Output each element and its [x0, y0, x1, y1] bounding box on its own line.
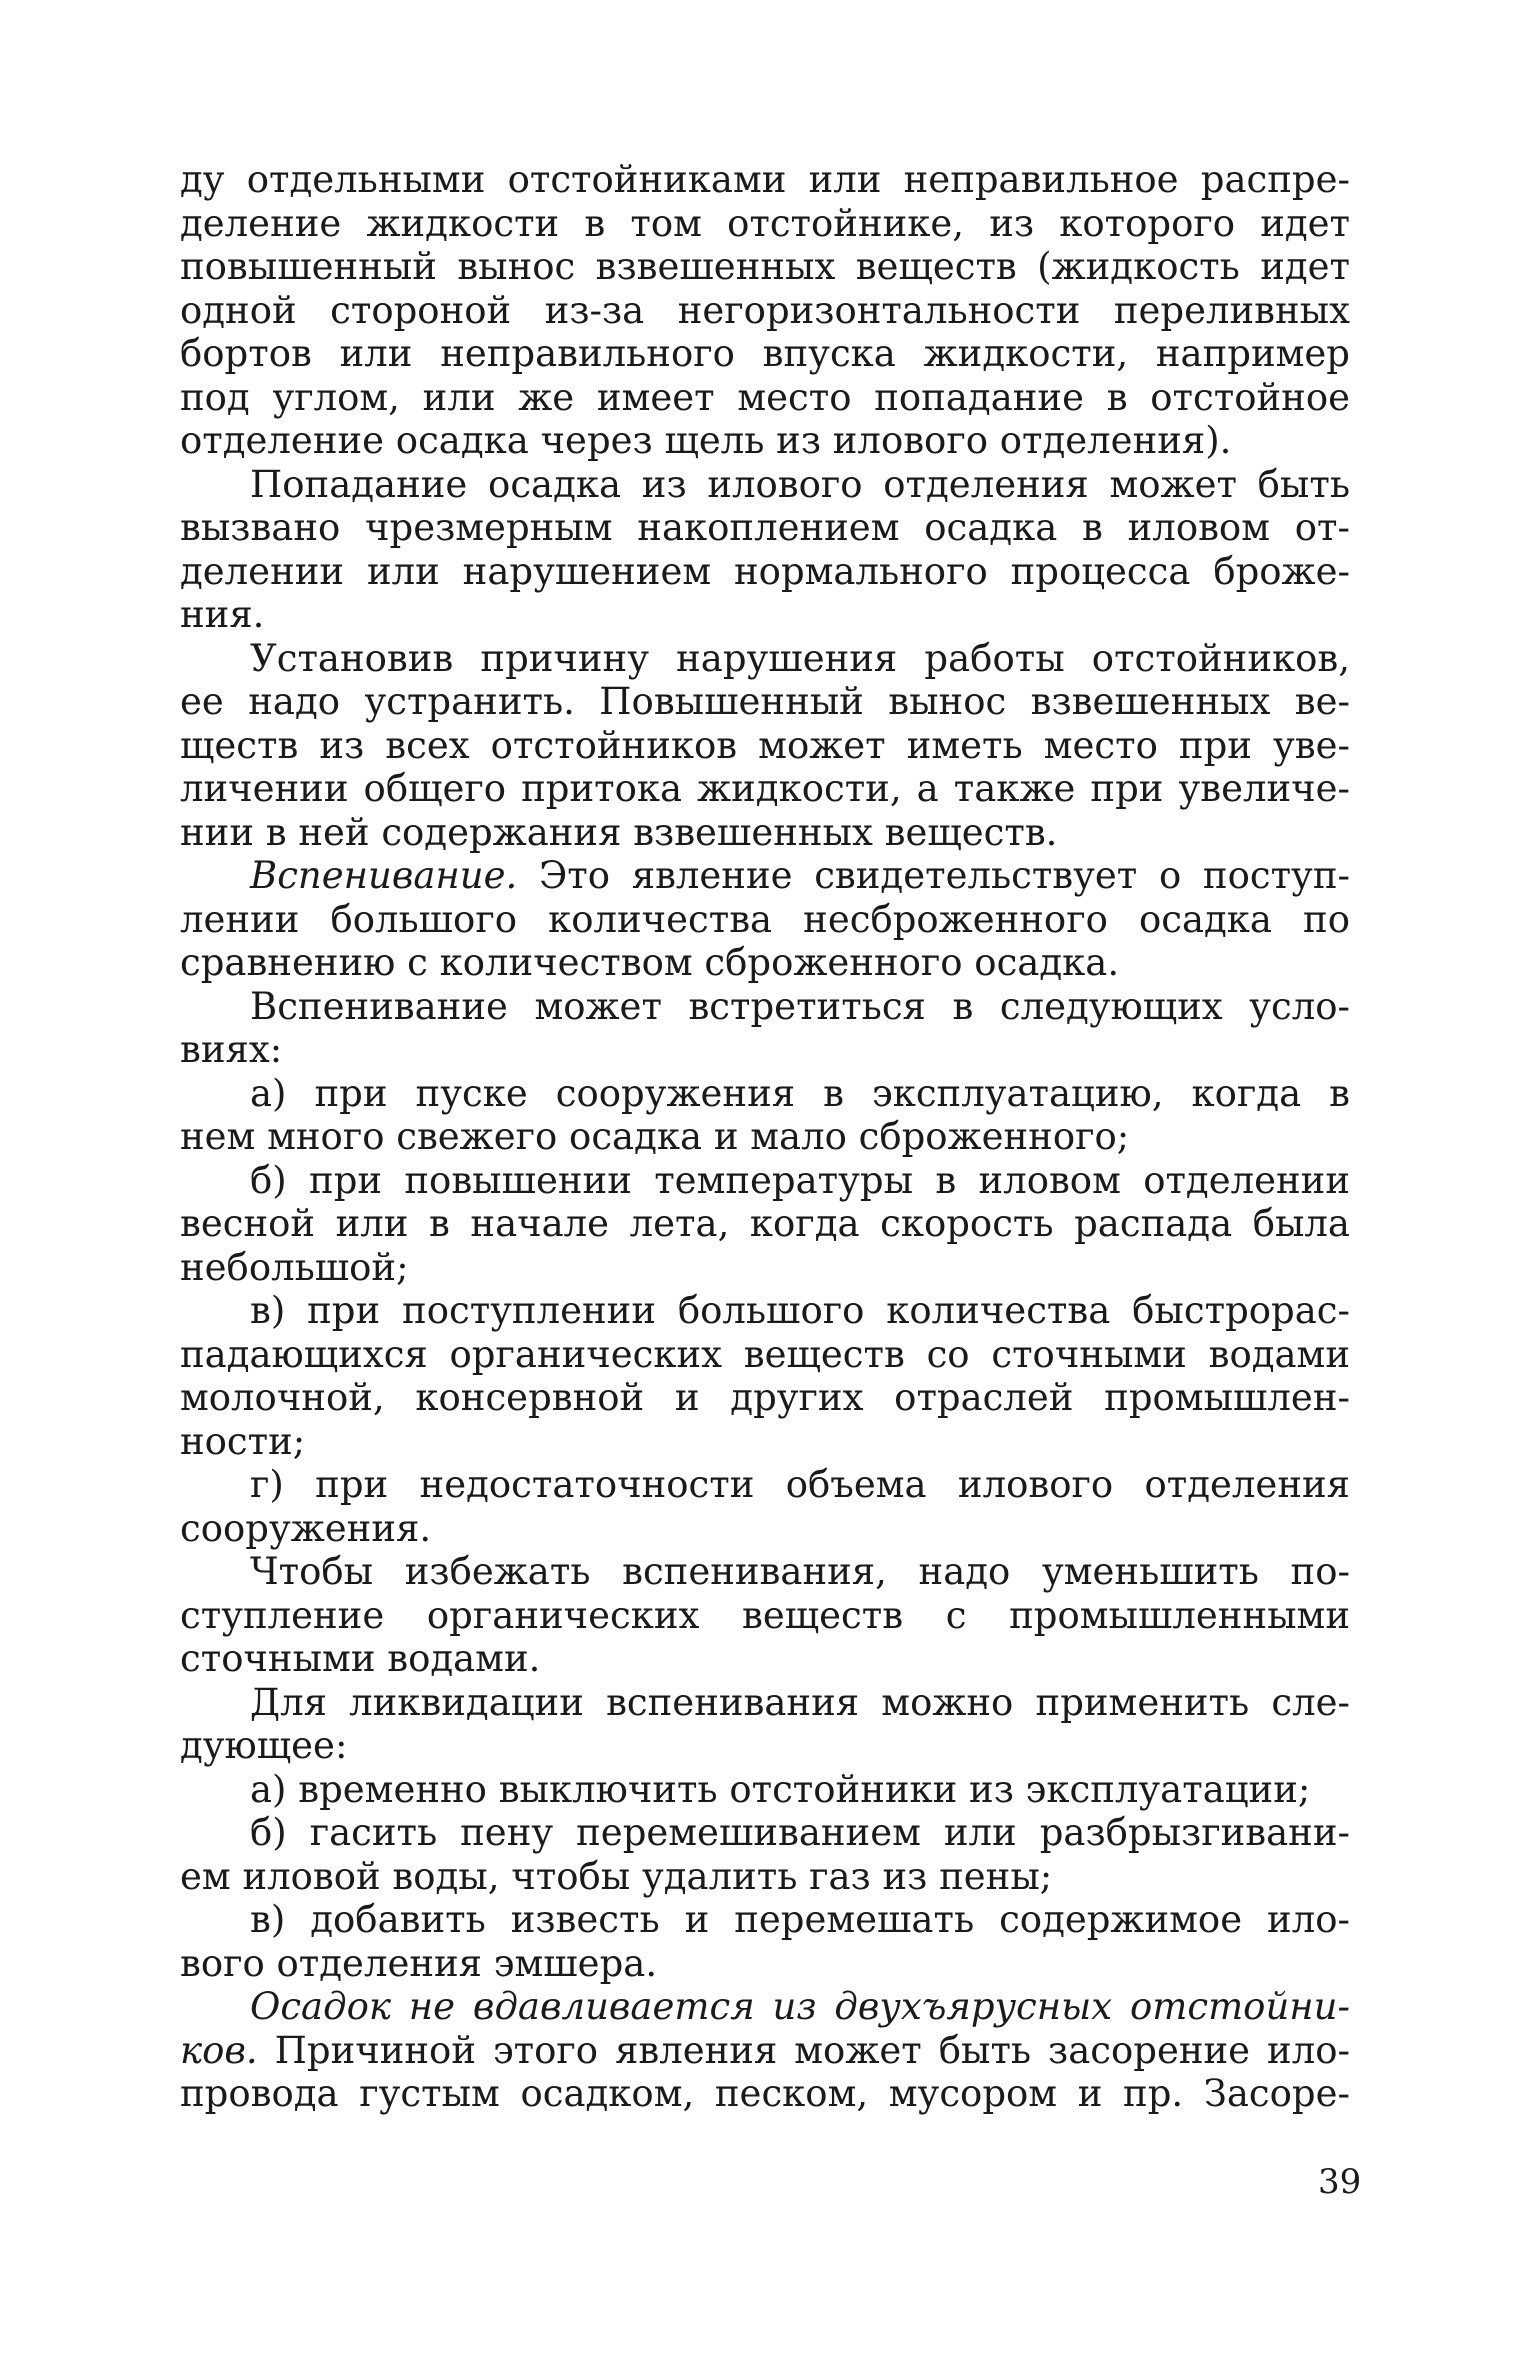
line-text: виях: [180, 1028, 283, 1071]
text-line [180, 376, 1350, 420]
text-line [180, 1637, 1350, 1681]
text-line [180, 941, 1350, 985]
line-text: б) при повышении температуры в иловом отделении [250, 1158, 1350, 1202]
line-text: Причиной этого явления может быть засорение ило- [257, 2028, 1350, 2072]
text-line [180, 550, 1350, 594]
line-text: вызвано чрезмерным накоплением осадка в иловом от- [180, 506, 1350, 549]
line-text: нем много свежего осадка и мало сброженного; [180, 1115, 1130, 1158]
line-text: ду отдельными отстойниками или неправильное распре- [180, 158, 1350, 201]
line-text: ности; [180, 1419, 306, 1463]
text-line [180, 1811, 1350, 1855]
line-text: деление жидкости в том отстойнике, из которого идет [180, 201, 1350, 245]
text-line [180, 1463, 1350, 1507]
text-line [180, 1507, 1350, 1551]
text-line [180, 202, 1350, 246]
text-line [180, 1072, 1350, 1116]
text-line [180, 724, 1350, 768]
line-text: небольшой; [180, 1245, 409, 1289]
line-text: провода густым осадком, песком, мусором и пр. Засоре- [180, 2072, 1350, 2115]
text-line [180, 593, 1350, 637]
line-text: б) гасить пену перемешиванием или разбрызгивани- [250, 1811, 1350, 1854]
line-text: ния. [180, 593, 265, 636]
line-text: лении большого количества несброженного осадка по [180, 897, 1350, 941]
line-text: личении общего притока жидкости, а также при увеличе- [180, 767, 1350, 810]
line-text: сточными водами. [180, 1637, 541, 1680]
text-line [180, 1202, 1350, 1246]
text-line [180, 1855, 1350, 1899]
text-line [180, 680, 1350, 724]
line-text: сравнению с количеством сброженного осадка. [180, 941, 1120, 984]
line-text: Установив причину нарушения работы отстойников, [250, 636, 1350, 680]
line-text: а) временно выключить отстойники из эксплуатации; [250, 1767, 1311, 1811]
line-text: Вспенивание может встретиться в следующих усло- [250, 984, 1350, 1028]
text-line [180, 1768, 1350, 1812]
text-line [180, 332, 1350, 376]
line-text: ем иловой воды, чтобы удалить газ из пены; [180, 1854, 1053, 1898]
text-line [180, 1115, 1350, 1159]
text-line [180, 1246, 1350, 1290]
text-line [180, 2072, 1350, 2116]
line-text: повышенный вынос взвешенных веществ (жидкость идет [180, 245, 1350, 288]
line-text: ее надо устранить. Повышенный вынос взвешенных ве- [180, 680, 1350, 723]
text-line [180, 1550, 1350, 1594]
text-line [180, 463, 1350, 507]
line-text: Для ликвидации вспенивания можно применить сле- [250, 1680, 1350, 1724]
text-line [180, 419, 1350, 463]
line-text: бортов или неправильного впуска жидкости, например [180, 332, 1350, 375]
line-text: отделение осадка через щель из илового отделения). [180, 419, 1232, 462]
italic-heading: Осадок не вдавливается из двухъярусных отстойни- [250, 1985, 1350, 2028]
text-line [180, 1724, 1350, 1768]
text-line [180, 767, 1350, 811]
line-text: весной или в начале лета, когда скорость распада была [180, 1202, 1350, 1245]
text-line [180, 637, 1350, 681]
text-line [180, 854, 1350, 898]
line-text: падающихся органических веществ со сточными водами [180, 1332, 1350, 1376]
text-line [180, 1376, 1350, 1420]
text-line [180, 811, 1350, 855]
line-text: г) при недостаточности объема илового отделения [250, 1463, 1350, 1506]
text-line [180, 1028, 1350, 1072]
page-body [180, 158, 1350, 2116]
line-text: ществ из всех отстойников может иметь место при уве- [180, 723, 1350, 767]
text-line [180, 1985, 1350, 2029]
text-line [180, 898, 1350, 942]
text-line [180, 1289, 1350, 1333]
line-text: а) при пуске сооружения в эксплуатацию, когда в [250, 1071, 1350, 1115]
line-text: молочной, консервной и других отраслей промышлен- [180, 1376, 1350, 1419]
text-line [180, 985, 1350, 1029]
line-text: одной стороной из-за негоризонтальности переливных [180, 288, 1350, 332]
line-text: ступление органических веществ с промышленными [180, 1593, 1350, 1637]
line-text: в) при поступлении большого количества быстрорас- [250, 1289, 1350, 1332]
text-line [180, 506, 1350, 550]
italic-heading: Вспенивание. [250, 854, 518, 897]
line-text: Чтобы избежать вспенивания, надо уменьшить по- [250, 1550, 1350, 1593]
text-line [180, 289, 1350, 333]
line-text: делении или нарушением нормального процесса броже- [180, 549, 1350, 593]
line-text: сооружения. [180, 1506, 432, 1550]
text-line [180, 1594, 1350, 1638]
line-text: Попадание осадка из илового отделения может быть [250, 462, 1350, 506]
line-text: нии в ней содержания взвешенных веществ. [180, 810, 1058, 854]
italic-heading: ков. [180, 2028, 258, 2072]
text-line [180, 1942, 1350, 1986]
text-line [180, 1159, 1350, 1203]
line-text: под углом, или же имеет место попадание в отстойное [180, 375, 1350, 419]
text-line [180, 1420, 1350, 1464]
line-text: в) добавить известь и перемешать содержимое ило- [250, 1898, 1350, 1941]
text-line [180, 1333, 1350, 1377]
page-number: 39 [1318, 2162, 1362, 2202]
text-line [180, 158, 1350, 202]
line-text: дующее: [180, 1724, 348, 1767]
text-line [180, 2029, 1350, 2073]
text-line [180, 1681, 1350, 1725]
text-line [180, 245, 1350, 289]
line-text: Это явление свидетельствует о поступ- [517, 854, 1350, 897]
text-line [180, 1898, 1350, 1942]
line-text: вого отделения эмшера. [180, 1941, 658, 1985]
